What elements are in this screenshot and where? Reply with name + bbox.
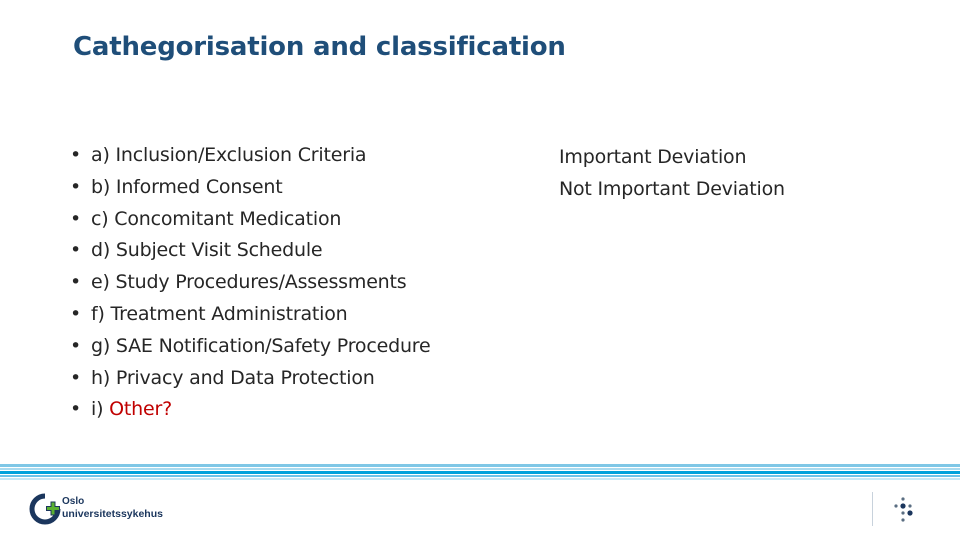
logo-city: Oslo bbox=[62, 496, 85, 507]
category-list bbox=[70, 140, 430, 426]
classification-list bbox=[559, 141, 785, 205]
classification-not-important: Not Important Deviation bbox=[559, 178, 785, 200]
slide-title: Cathegorisation and classification bbox=[73, 32, 566, 62]
logo-name: universitetssykehus bbox=[62, 508, 163, 520]
category-item: • i) Other? bbox=[70, 394, 430, 426]
category-item: • c) Concomitant Medication bbox=[70, 204, 430, 236]
footer-band bbox=[0, 464, 960, 484]
logo-cross-icon bbox=[29, 493, 61, 525]
hospital-logo bbox=[29, 493, 179, 529]
category-item: • b) Informed Consent bbox=[70, 172, 430, 204]
footer-divider bbox=[872, 492, 873, 526]
classification-important: Important Deviation bbox=[559, 146, 747, 168]
category-item: • a) Inclusion/Exclusion Criteria bbox=[70, 140, 430, 172]
category-item: • f) Treatment Administration bbox=[70, 299, 430, 331]
dot-pattern-icon bbox=[891, 496, 915, 524]
other-highlight: Other? bbox=[109, 398, 172, 421]
category-item: • h) Privacy and Data Protection bbox=[70, 363, 430, 395]
category-item: • d) Subject Visit Schedule bbox=[70, 235, 430, 267]
category-item: • e) Study Procedures/Assessments bbox=[70, 267, 430, 299]
category-item: • g) SAE Notification/Safety Procedure bbox=[70, 331, 430, 363]
